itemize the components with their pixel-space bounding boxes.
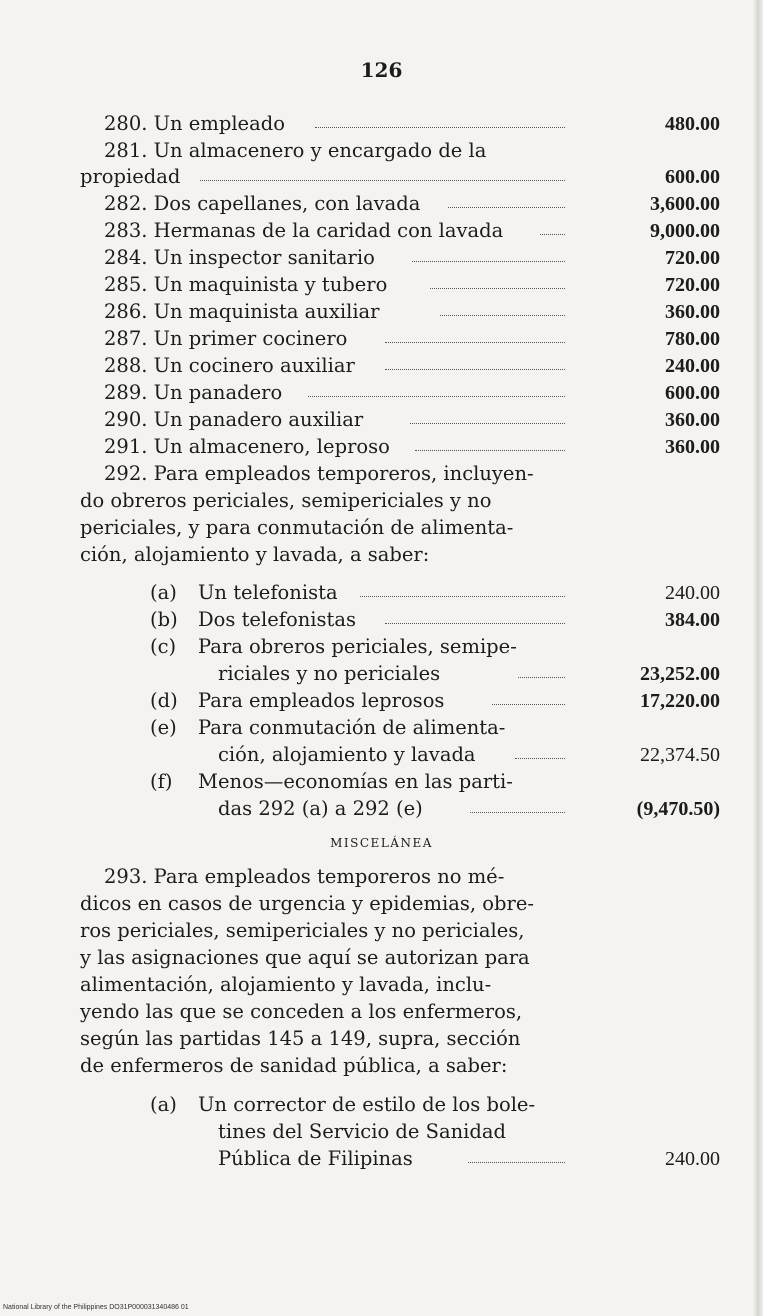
leader-dots xyxy=(515,755,565,759)
item-292-line: ción, alojamiento y lavada, a saber: xyxy=(80,543,430,566)
subitem-amount: 384.00 xyxy=(665,609,720,631)
leader-dots xyxy=(385,339,565,343)
leader-dots xyxy=(518,674,565,678)
entry-290: 290. Un panadero auxiliar xyxy=(104,408,364,431)
entry-amount: 9,000.00 xyxy=(650,220,720,242)
subitem-letter: (c) xyxy=(150,635,177,658)
item-292-line: 292. Para empleados temporeros, incluyen- xyxy=(104,462,534,485)
leader-dots xyxy=(492,701,565,705)
page-edge xyxy=(753,0,763,1316)
item-292-line: periciales, y para conmutación de alimenta- xyxy=(80,516,514,539)
entry-281-line1: 281. Un almacenero y encargado de la xyxy=(104,139,487,162)
entry-283: 283. Hermanas de la caridad con lavada xyxy=(104,219,504,242)
entry-amount: 240.00 xyxy=(665,355,720,377)
entry-286: 286. Un maquinista auxiliar xyxy=(104,300,380,323)
entry-288: 288. Un cocinero auxiliar xyxy=(104,354,355,377)
subitem-amount: 240.00 xyxy=(665,1148,720,1170)
subitem-amount: 22,374.50 xyxy=(640,744,720,766)
entry-amount: 600.00 xyxy=(665,382,720,404)
entry-291: 291. Un almacenero, leproso xyxy=(104,435,390,458)
item-293-line: yendo las que se conceden a los enfermeros, xyxy=(80,1000,523,1023)
subitem-amount: 240.00 xyxy=(665,582,720,604)
leader-dots xyxy=(385,366,565,370)
subitem-amount: 17,220.00 xyxy=(640,690,720,712)
entry-amount: 720.00 xyxy=(665,247,720,269)
entry-amount: 480.00 xyxy=(665,113,720,135)
subitem-f-text: Menos—economías en las parti- xyxy=(198,770,513,793)
leader-dots xyxy=(412,258,565,262)
item-293-line: según las partidas 145 a 149, supra, sección xyxy=(80,1027,521,1050)
item-293-line: dicos en casos de urgencia y epidemias, obre- xyxy=(80,892,534,915)
subitem-letter: (a) xyxy=(150,581,177,604)
subitem-c-text: riciales y no periciales xyxy=(218,662,441,685)
leader-dots xyxy=(430,285,565,289)
entry-284: 284. Un inspector sanitario xyxy=(104,246,375,269)
entry-amount: 3,600.00 xyxy=(650,193,720,215)
subitem-e-text: ción, alojamiento y lavada xyxy=(218,743,476,766)
leader-dots xyxy=(415,447,565,451)
subitem-letter: (b) xyxy=(150,608,178,631)
entry-285: 285. Un maquinista y tubero xyxy=(104,273,388,296)
subitem-letter: (d) xyxy=(150,689,178,712)
leader-dots xyxy=(200,177,565,181)
subitem-letter: (f) xyxy=(150,770,173,793)
entry-amount: 360.00 xyxy=(665,301,720,323)
leader-dots xyxy=(315,124,565,128)
footer-attribution: National Library of the Philippines DO31P000031340486 01 xyxy=(3,1304,189,1311)
leader-dots xyxy=(440,312,565,316)
subitem-letter: (a) xyxy=(150,1093,177,1116)
item-293-line: de enfermeros de sanidad pública, a saber: xyxy=(80,1054,508,1077)
item-292-line: do obreros periciales, semipericiales y no xyxy=(80,489,492,512)
leader-dots xyxy=(385,620,565,624)
subitem-c-text: Para obreros periciales, semipe- xyxy=(198,635,517,658)
item-293-line: 293. Para empleados temporeros no mé- xyxy=(104,865,505,888)
section-heading: MISCELÁNEA xyxy=(330,836,433,850)
leader-dots xyxy=(308,393,565,397)
leader-dots xyxy=(448,204,565,208)
subitem-amount: (9,470.50) xyxy=(636,798,720,820)
entry-amount: 360.00 xyxy=(665,409,720,431)
item-293-line: y las asignaciones que aquí se autorizan para xyxy=(80,946,530,969)
subitem-b-text: Dos telefonistas xyxy=(198,608,356,631)
item-293-line: ros periciales, semipericiales y no periciales, xyxy=(80,919,525,942)
entry-amount: 360.00 xyxy=(665,436,720,458)
entry-289: 289. Un panadero xyxy=(104,381,283,404)
leader-dots xyxy=(410,420,565,424)
subitem-e-text: Para conmutación de alimenta- xyxy=(198,716,506,739)
leader-dots xyxy=(540,231,565,235)
item-293-line: alimentación, alojamiento y lavada, inclu- xyxy=(80,973,492,996)
subitem-amount: 23,252.00 xyxy=(640,663,720,685)
subitem-293a-text: Un corrector de estilo de los bole- xyxy=(198,1093,536,1116)
entry-amount: 720.00 xyxy=(665,274,720,296)
subitem-d-text: Para empleados leprosos xyxy=(198,689,445,712)
leader-dots xyxy=(470,809,565,813)
entry-281-line2: propiedad xyxy=(80,165,181,188)
subitem-a-text: Un telefonista xyxy=(198,581,338,604)
entry-label: 280. Un empleado xyxy=(104,112,285,135)
subitem-f-text: das 292 (a) a 292 (e) xyxy=(218,797,423,820)
leader-dots xyxy=(468,1159,565,1163)
subitem-letter: (e) xyxy=(150,716,177,739)
entry-282: 282. Dos capellanes, con lavada xyxy=(104,192,421,215)
entry-amount: 780.00 xyxy=(665,328,720,350)
page-number: 126 xyxy=(360,58,403,82)
subitem-293a-text: Pública de Filipinas xyxy=(218,1147,413,1170)
entry-287: 287. Un primer cocinero xyxy=(104,327,348,350)
leader-dots xyxy=(360,593,565,597)
entry-amount: 600.00 xyxy=(665,166,720,188)
subitem-293a-text: tines del Servicio de Sanidad xyxy=(218,1120,506,1143)
